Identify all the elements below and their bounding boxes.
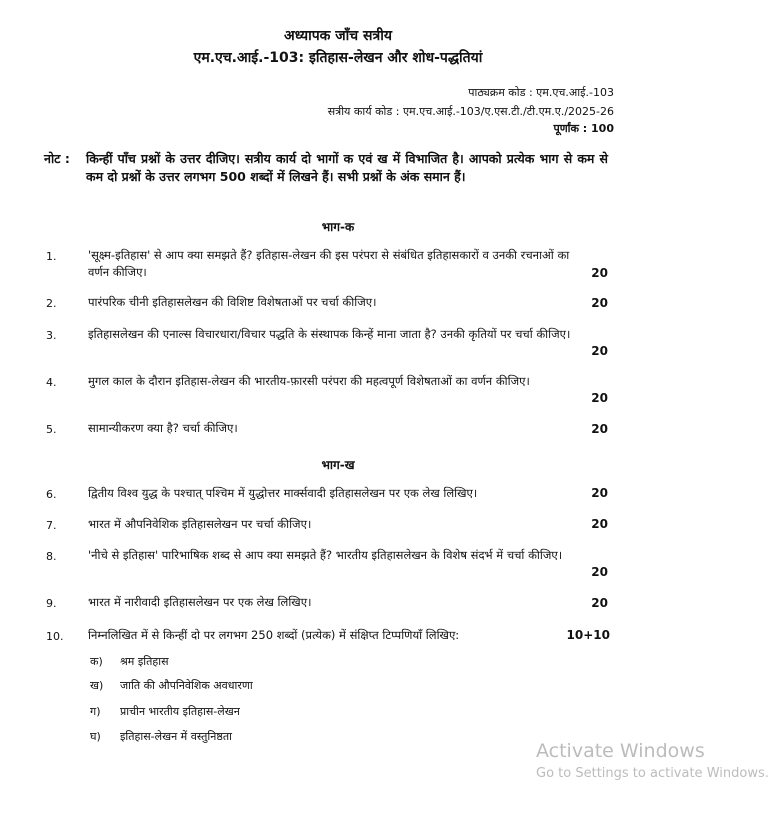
question-number: 6. (46, 488, 57, 501)
note-text: किन्हीं पाँच प्रश्नों के उत्तर दीजिए। सत्रीय कार्य दो भागों क एवं ख में विभाजित है। आपको प्रत्येक भाग से कम से कम दो प्रश्नों के उत्तर लगभग 500 शब्दों में लिखने हैं। सभी प्रश्नों के अंक समान हैं। (86, 151, 608, 184)
max-marks: पूर्णांक : 100 (553, 122, 614, 135)
question-number: 4. (46, 376, 57, 389)
question-number: 9. (46, 597, 57, 610)
question-number: 8. (46, 550, 57, 563)
question-marks: 20 (591, 517, 608, 531)
question-text: मुगल काल के दौरान इतिहास-लेखन की भारतीय-फ़ारसी परंपरा की महत्वपूर्ण विशेषताओं का वर्णन कीजिए। (88, 374, 530, 388)
assignment-code: सत्रीय कार्य कोड : एम.एच.आई.-103/ए.एस.टी./टी.एम.ए./2025-26 (327, 105, 614, 118)
subpart-label: घ) (90, 730, 101, 743)
question-marks: 20 (591, 266, 608, 280)
question-number: 5. (46, 423, 57, 436)
question-text: द्वितीय विश्व युद्ध के पश्चात् पश्चिम में युद्धोत्तर मार्क्सवादी इतिहासलेखन पर एक लेख लिखिए। (88, 486, 478, 500)
subpart-text: जाति की औपनिवेशिक अवधारणा (120, 679, 253, 692)
question-text: निम्नलिखित में से किन्हीं दो पर लगभग 250 शब्दों (प्रत्येक) में संक्षिप्त टिप्पणियाँ लिखिए: (88, 628, 460, 642)
question-number: 1. (46, 250, 57, 263)
question-number: 3. (46, 329, 57, 342)
question-number: 7. (46, 519, 57, 532)
subpart-label: ग) (90, 705, 101, 718)
course-title: एम.एच.आई.-103: इतिहास-लेखन और शोध-पद्धतियां (193, 50, 483, 66)
subpart-text: इतिहास-लेखन में वस्तुनिष्ठता (120, 730, 232, 743)
subpart-text: श्रम इतिहास (120, 655, 169, 668)
subpart-label: ख) (90, 679, 104, 692)
question-marks: 20 (591, 596, 608, 610)
question-number: 10. (46, 630, 64, 643)
question-text: भारत में नारीवादी इतिहासलेखन पर एक लेख लिखिए। (88, 595, 312, 609)
note-label: नोट : (44, 151, 70, 166)
question-marks: 20 (591, 422, 608, 436)
activation-watermark-title: Activate Windows (536, 740, 705, 762)
question-text: सामान्यीकरण क्या है? चर्चा कीजिए। (88, 421, 238, 435)
question-marks: 20 (591, 344, 608, 358)
subpart-text: प्राचीन भारतीय इतिहास-लेखन (120, 705, 240, 718)
question-text: 'सूक्ष्म-इतिहास' से आप क्या समझते हैं? इतिहास-लेखन की इस परंपरा से संबंधित इतिहासकारों व उनकी रचनाओं का वर्णन कीजिए। (88, 248, 570, 279)
question-marks: 20 (591, 391, 608, 405)
document-title: अध्यापक जाँच सत्रीय (284, 28, 392, 44)
question-text: इतिहासलेखन की एनाल्स विचारधारा/विचार पद्धति के संस्थापक किन्हें माना जाता है? उनकी कृतियों पर चर्चा कीजिए। (88, 327, 571, 341)
question-marks: 20 (591, 486, 608, 500)
section-a-heading: भाग-क (321, 220, 355, 234)
question-marks: 10+10 (566, 628, 610, 642)
question-text: 'नीचे से इतिहास' पारिभाषिक शब्द से आप क्या समझते हैं? भारतीय इतिहासलेखन के विशेष संदर्भ में चर्चा कीजिए। (88, 548, 563, 562)
question-number: 2. (46, 297, 57, 310)
activation-watermark-subtitle: Go to Settings to activate Windows. (536, 766, 769, 781)
section-b-heading: भाग-ख (321, 458, 355, 472)
question-marks: 20 (591, 565, 608, 579)
question-marks: 20 (591, 296, 608, 310)
question-text: भारत में औपनिवेशिक इतिहासलेखन पर चर्चा कीजिए। (88, 517, 312, 531)
course-code: पाठ्यक्रम कोड : एम.एच.आई.-103 (468, 86, 614, 99)
question-text: पारंपरिक चीनी इतिहासलेखन की विशिष्ट विशेषताओं पर चर्चा कीजिए। (88, 295, 377, 309)
subpart-label: क) (90, 655, 103, 668)
